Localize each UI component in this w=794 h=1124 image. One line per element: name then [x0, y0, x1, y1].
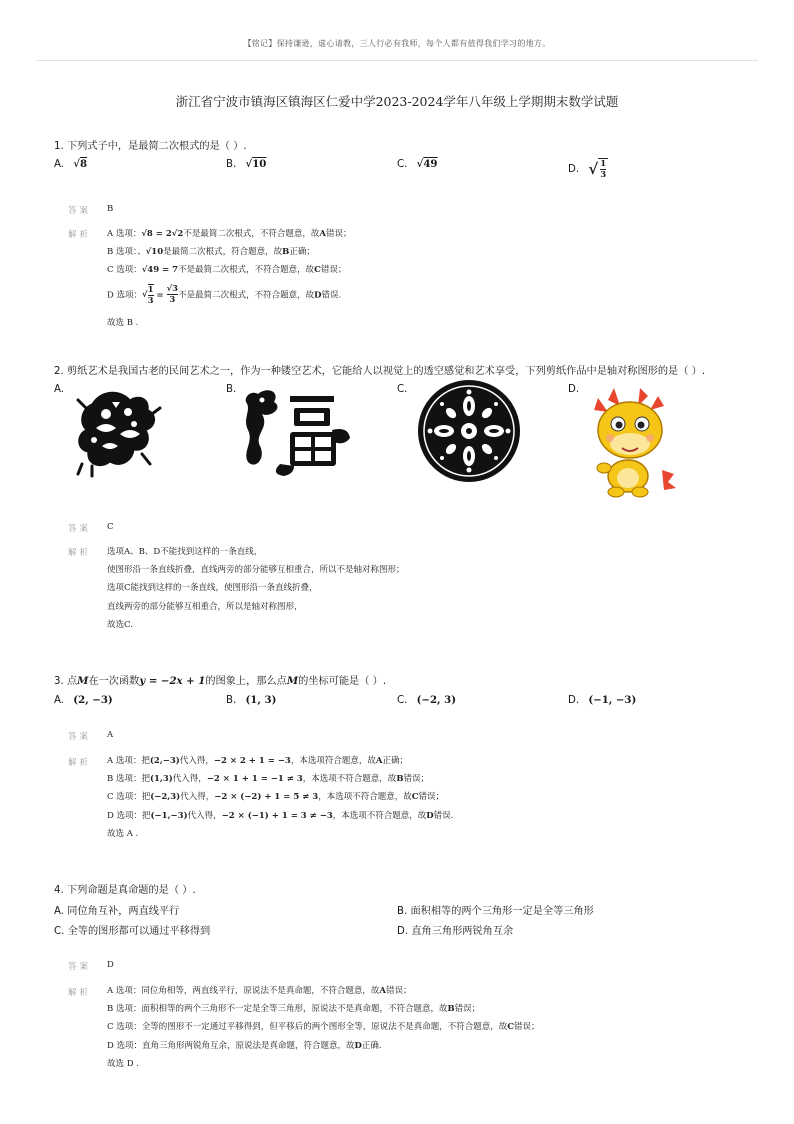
- q3-answer-tag: 答案: [68, 732, 92, 742]
- q2-analysis-line-4: 直线两旁的部分能够互相重合，所以是轴对称图形，: [107, 601, 303, 612]
- q3-analysis: [107, 752, 453, 843]
- q1-option-a[interactable]: A. √8: [54, 158, 88, 170]
- q2-image-c-round-floral-papercut[interactable]: [416, 378, 522, 484]
- q2-analysis-tag: 解析: [68, 548, 92, 558]
- q1-option-d[interactable]: D. √ $\frac{1}{3}$: [568, 159, 607, 180]
- q2-analysis-line-1: 选项A、B、D不能找到这样的一条直线，: [107, 547, 263, 557]
- q4-option-a[interactable]: A. 同位角互补，两直线平行: [54, 906, 180, 917]
- q3-option-b[interactable]: B. (1, 3): [226, 694, 277, 706]
- q4-analysis-line-c: C 选项：全等的图形不一定通过平移得到，但平移后的两个图形全等，原说法不是真命题，不符合题意，故C错误；: [107, 1022, 540, 1033]
- q1-analysis-line-b: B 选项：、√10是最简二次根式，符合题意，故B正确；: [107, 247, 315, 258]
- q3-analysis-line-b: B 选项：把(1,3)代入得，−2 × 1 + 1 = −1 ≠ 3，本选项不符合题意，故B错误；: [107, 774, 430, 785]
- q2-option-b-label[interactable]: B.: [226, 384, 237, 395]
- question-1-options: [54, 158, 754, 184]
- q1-analysis-line-d: D 选项：√ $\frac{1}{3}$ = $\frac{√3}{3}$ 不是最简二次根式，不符合题意，故D错误.: [107, 284, 342, 306]
- q3-analysis-line-c: C 选项：把(−2,3)代入得，−2 × (−2) + 1 = 5 ≠ 3，本选项不符合题意，故C错误；: [107, 792, 445, 803]
- q1-analysis-line-c: C 选项：√49 = 7不是最简二次根式，不符合题意，故C错误；: [107, 265, 347, 276]
- q2-image-d-cartoon-dragon[interactable]: [584, 384, 676, 500]
- q4-analysis-line-a: A 选项：同位角相等，两直线平行，原说法不是真命题，不符合题意，故A错误；: [107, 986, 412, 996]
- q2-image-a-dragon-papercut[interactable]: [72, 384, 164, 480]
- q1-analysis-line-a: A 选项：√8 = 2√2不是最简二次根式，不符合题意，故A错误；: [107, 229, 352, 239]
- q1-option-b[interactable]: B. √10: [226, 158, 267, 170]
- question-2-stem: 2. 剪纸艺术是我国古老的民间艺术之一，作为一种镂空艺术，它能给人以视觉上的透空感觉和艺术享受，下列剪纸作品中是轴对称图形的是（ ）.: [54, 366, 706, 377]
- q2-analysis-line-5: 故选C.: [107, 619, 133, 630]
- header-divider: [36, 60, 758, 61]
- q3-conclusion: 故选 A .: [107, 828, 139, 839]
- page-title: 浙江省宁波市镇海区镇海区仁爱中学2023-2024学年八年级上学期期末数学试题: [175, 94, 619, 109]
- q3-analysis-line-a: A 选项：把(2,−3)代入得，−2 × 2 + 1 = −3，本选项符合题意，故A正确；: [107, 756, 408, 766]
- q4-analysis-line-d: D 选项：直角三角形两锐角互余，原说法是真命题，符合题意，故D正确.: [107, 1040, 382, 1051]
- question-4-options-row-2: [54, 922, 754, 942]
- q1-answer-value: B: [107, 204, 114, 214]
- q3-analysis-tag: 解析: [68, 758, 92, 768]
- q2-answer-value: C: [107, 522, 114, 532]
- q2-analysis: [107, 543, 405, 634]
- q2-answer-tag: 答案: [68, 524, 92, 534]
- q1-analysis-tag: 解析: [68, 230, 92, 240]
- q1-answer-tag: 答案: [68, 206, 92, 216]
- question-3-stem: 3. 点M在一次函数y = −2x + 1的图象上，那么点M的坐标可能是（ ）.: [54, 675, 387, 687]
- q3-option-d[interactable]: D. (−1, −3): [568, 694, 637, 706]
- q3-analysis-line-d: D 选项：把(−1,−3)代入得，−2 × (−1) + 1 = 3 ≠ −3，本选项不符合题意，故D错误.: [107, 810, 454, 821]
- q4-answer-value: D: [107, 960, 114, 970]
- q1-option-c[interactable]: C. √49: [397, 158, 438, 170]
- page-header-tagline: 【铭记】保持谦逊，虚心请教，三人行必有我师，每个人都有值得我们学习的地方。: [243, 39, 551, 48]
- q2-analysis-line-3: 选项C能找到这样的一条直线，使图形沿一条直线折叠，: [107, 583, 318, 594]
- q3-answer-value: A: [107, 730, 114, 740]
- q2-option-c-label[interactable]: C.: [397, 384, 408, 395]
- q2-image-b-dragon-fu-papercut[interactable]: [240, 384, 352, 480]
- q1-conclusion: 故选 B .: [107, 317, 139, 328]
- question-3-options: [54, 694, 754, 714]
- q4-option-c[interactable]: C. 全等的图形都可以通过平移得到: [54, 926, 211, 937]
- question-1-stem: 1. 下列式子中，是最简二次根式的是（ ）.: [54, 141, 247, 152]
- q4-conclusion: 故选 D .: [107, 1058, 139, 1069]
- q4-answer-tag: 答案: [68, 962, 92, 972]
- question-4-options-row-1: [54, 902, 754, 922]
- q4-analysis-tag: 解析: [68, 988, 92, 998]
- q2-option-a-label[interactable]: A.: [54, 384, 65, 395]
- q4-option-d[interactable]: D. 直角三角形两锐角互余: [397, 926, 514, 937]
- q2-analysis-line-2: 使图形沿一条直线折叠，直线两旁的部分能够互相重合，所以不是轴对称图形；: [107, 565, 405, 576]
- q1-analysis: [107, 225, 351, 332]
- q4-analysis: [107, 982, 540, 1073]
- q3-option-a[interactable]: A. (2, −3): [54, 694, 113, 706]
- q2-option-d-label[interactable]: D.: [568, 384, 580, 395]
- q4-option-b[interactable]: B. 面积相等的两个三角形一定是全等三角形: [397, 906, 594, 917]
- q3-option-c[interactable]: C. (−2, 3): [397, 694, 457, 706]
- question-4-stem: 4. 下列命题是真命题的是（ ）.: [54, 885, 196, 896]
- q4-analysis-line-b: B 选项：面积相等的两个三角形不一定是全等三角形，原说法不是真命题，不符合题意，故B错误；: [107, 1004, 481, 1015]
